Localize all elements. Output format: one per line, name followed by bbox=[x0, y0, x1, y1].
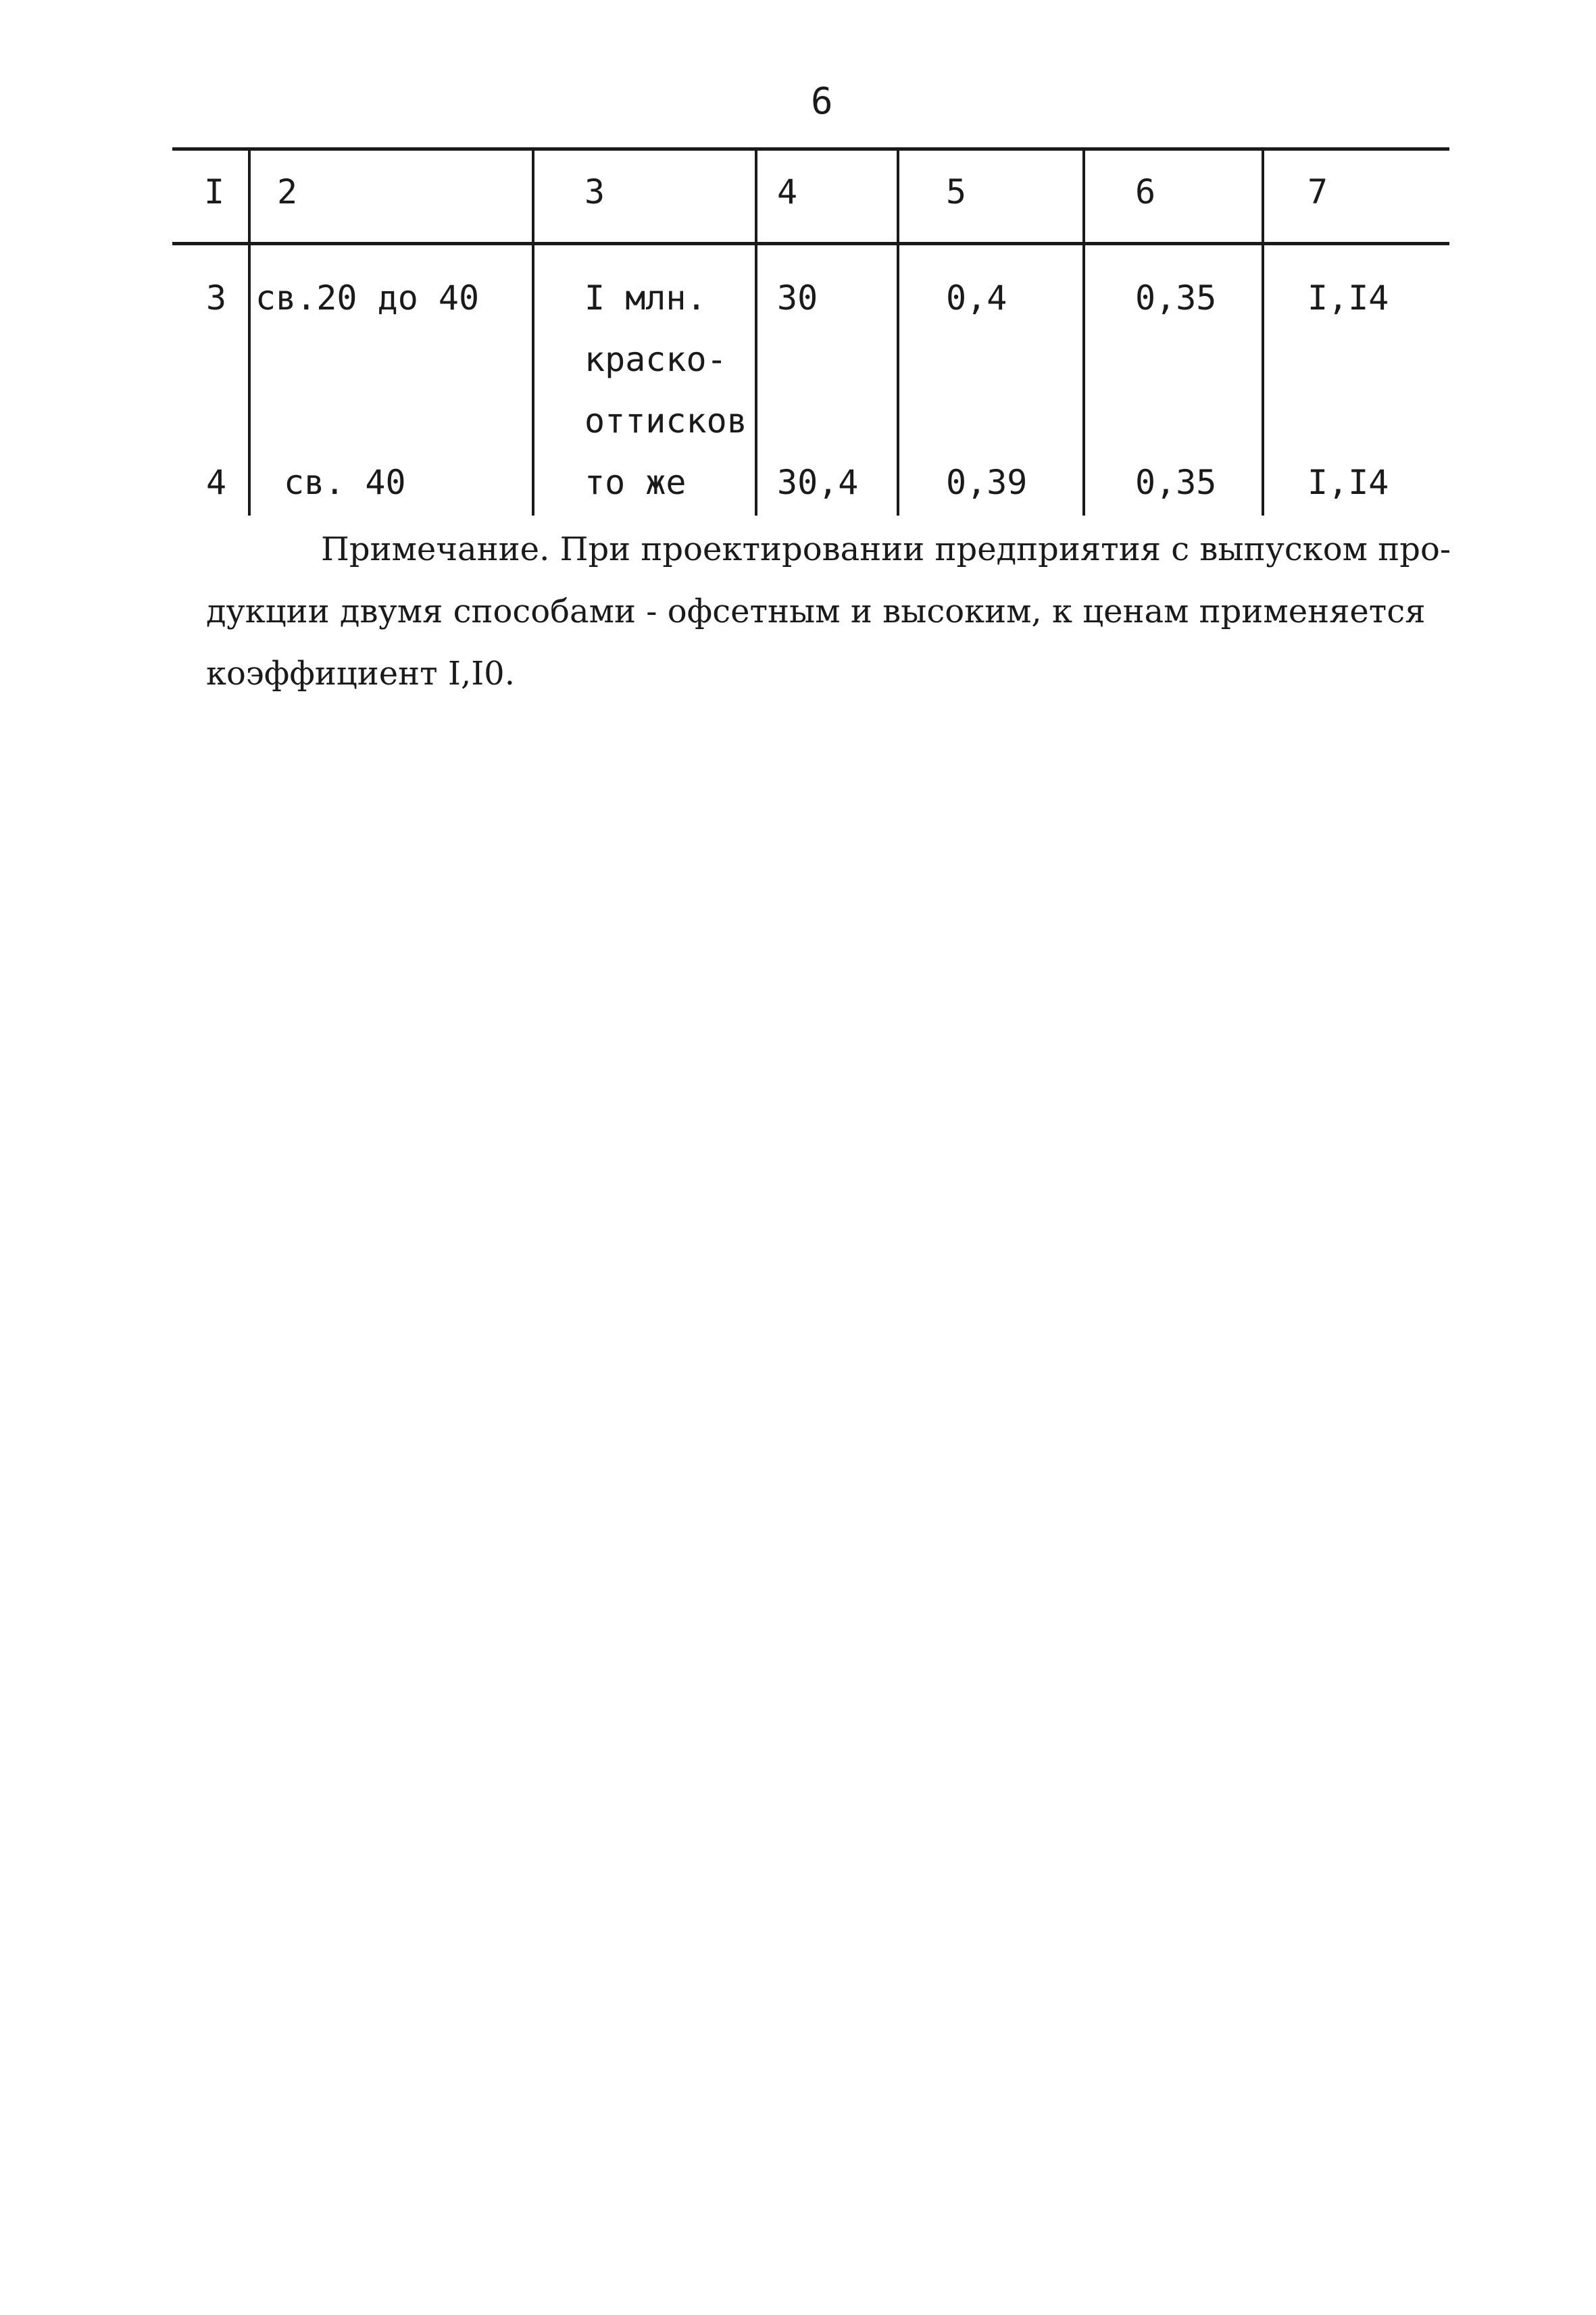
row-number: 4 bbox=[206, 463, 227, 502]
unit-cell: то же bbox=[584, 463, 687, 502]
value-cell: 0,35 bbox=[1135, 463, 1217, 502]
range-cell: св.20 до 40 bbox=[255, 278, 480, 318]
table-col-divider bbox=[532, 147, 534, 516]
unit-cell: краско- bbox=[584, 340, 727, 379]
unit-cell: I млн. bbox=[584, 278, 707, 318]
column-header: 6 bbox=[1135, 172, 1156, 211]
page-number: 6 bbox=[811, 80, 833, 122]
column-header: 4 bbox=[777, 172, 798, 211]
column-header: I bbox=[204, 172, 225, 211]
value-cell: 30 bbox=[777, 278, 818, 318]
column-header: 7 bbox=[1307, 172, 1328, 211]
note-line: коэффициент I,I0. bbox=[206, 655, 515, 693]
table-top-rule bbox=[172, 147, 1449, 151]
table-col-divider bbox=[897, 147, 899, 516]
unit-cell: оттисков bbox=[584, 401, 747, 441]
note-line: Примечание. При проектировании предприятия с выпуском про- bbox=[321, 530, 1451, 568]
value-cell: 30,4 bbox=[777, 463, 859, 502]
note-line: дукции двумя способами - офсетным и высоким, к ценам применяется bbox=[206, 593, 1426, 630]
value-cell: 0,39 bbox=[946, 463, 1028, 502]
table-header-rule bbox=[172, 242, 1449, 245]
column-header: 2 bbox=[277, 172, 298, 211]
table-col-divider bbox=[755, 147, 757, 516]
column-header: 3 bbox=[584, 172, 605, 211]
row-number: 3 bbox=[206, 278, 227, 318]
table-col-divider bbox=[1082, 147, 1085, 516]
table-col-divider bbox=[1262, 147, 1264, 516]
value-cell: I,I4 bbox=[1307, 278, 1389, 318]
value-cell: 0,4 bbox=[946, 278, 1007, 318]
range-cell: св. 40 bbox=[284, 463, 406, 502]
column-header: 5 bbox=[946, 172, 967, 211]
value-cell: I,I4 bbox=[1307, 463, 1389, 502]
table-col-divider bbox=[248, 147, 251, 516]
value-cell: 0,35 bbox=[1135, 278, 1217, 318]
